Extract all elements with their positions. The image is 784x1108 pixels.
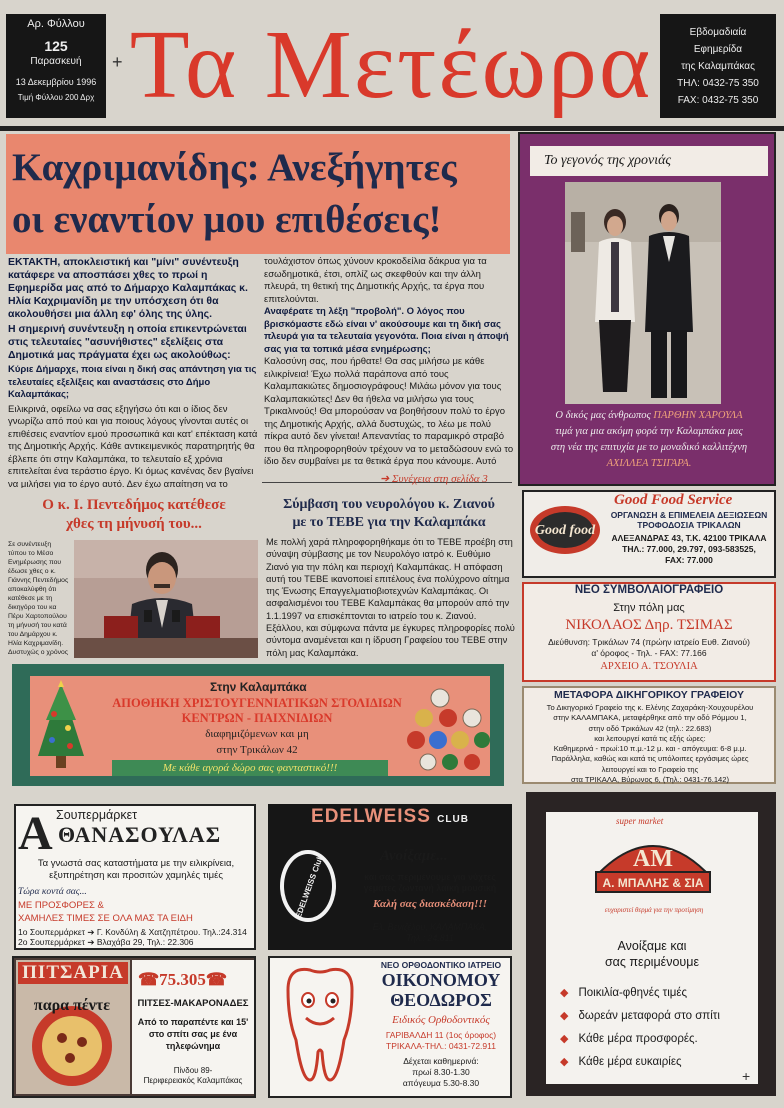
am-market-open-line2: σας περιμένουμε xyxy=(604,955,700,969)
list-item xyxy=(560,1051,756,1074)
am-market-open-line1: Ανοίξαμε και xyxy=(617,939,687,953)
lead-answer-2: Καλοσύνη σας, που ήρθατε! Θα σας μιλήσω με κάθε ειλικρίνεια! Έχω πολλά παράπονα από τους Καλαμπακιώτες δημοσιογράφους! Μιλάω μόνον για τους Καλαμπακιώτες! Δεν θα ήθελα να μιλήσω για τους Τρικαλινούς! Θα μπορούσαν να βοηθήσουν πολύ το έργο της Δημοτικής Αρχής, αλλά δυστυχώς, το λέω με πολύ πίκρα αυτό δεν γίνεται! Απεναντίας το παραμικρό στραβό που θα πληροφορηθούν τρέχουν να το μεταδώσουν ενώ το ίδιο δεν συμβαίνει με τα θετικά έργα που κάνουμε. Αυτό xyxy=(264,356,514,467)
lead-continued-link[interactable]: ➔ Συνέχεια στη σελίδα 3 xyxy=(380,473,488,485)
caption-line-2: τιμά για μια ακόμη φορά την Καλαμπάκα μας xyxy=(555,426,743,437)
law-office-line7: λειτουργεί και το Γραφείο της xyxy=(601,764,699,774)
lead-lede-2: Η σημερινή συνέντευξη η οποία επικεντρώνεται στις τελευταίες "ασυνήθιστες" εξελίξεις στα Δημοτικά μας πράγματα έχει ως ακολούθως: xyxy=(8,323,247,361)
good-food-logo xyxy=(528,504,602,556)
publication-fax: FAX: 0432-75 350 xyxy=(677,95,759,106)
am-market-open xyxy=(546,938,758,970)
law-office-heading: ΜΕΤΑΦΟΡΑ ΔΙΚΗΓΟΡΙΚΟΥ ΓΡΑΦΕΙΟΥ xyxy=(554,689,744,701)
pentedimos-headline[interactable] xyxy=(8,496,260,538)
pizzeria-delivery: Από το παραπέντε και 15' στο σπίτι σας με ένα τηλεφώνημα xyxy=(137,1017,249,1051)
am-market-logo xyxy=(590,826,716,896)
pentedimos-article-text: Σε συνέντευξη τύπου το Μέσο Ενημέρωσης που έδωσε χθες ο κ. Γιάννης Πεντεδήμος αποκαλύφθη ότι κατέθεσε με τη δικηγόρο του κα Πέρυ Χαρτοπούλου τη μήνυσή του κατά του Δημάρχου κ. Ηλία Καχριμανίδη. Δυστυχώς ο χρόνος xyxy=(8,541,69,656)
good-food-subtitle: ΟΡΓΑΝΩΣΗ & ΕΠΙΜΕΛΕΙΑ ΔΕΞΙΩΣΕΩΝ ΤΡΟΦΟΔΟΣΙΑ ΤΡΙΚΑΛΩΝ xyxy=(610,510,768,530)
thanasoulas-initial: Α xyxy=(18,807,53,860)
teve-headline-line1: Σύμβαση του νευρολόγου κ. Ζιανού xyxy=(283,497,495,512)
law-office-line3: στην οδό Τρικάλων 42 (τηλ.: 22.683) xyxy=(588,723,712,733)
list-item xyxy=(560,1005,756,1028)
orthodontist-hours-evening: απόγευμα 5.30-8.30 xyxy=(402,1078,480,1088)
lead-headline-box[interactable] xyxy=(6,134,510,254)
law-office-line6: Παράλληλα, καθώς και κατά τις υπόλοιπες εργάσιμες ώρες xyxy=(551,754,749,764)
lead-column-2 xyxy=(264,256,514,470)
am-market-super: super market xyxy=(616,816,664,826)
am-logo-letters: ΑΜ xyxy=(633,846,673,872)
orthodontist-firstname: ΘΕΟΔΩΡΟΣ xyxy=(390,990,492,1010)
notary-heading: ΝΕΟ ΣΥΜΒΟΛΑΙΟΓΡΑΦΕΙΟ xyxy=(574,584,724,596)
orthodontist-tel: ΤΡΙΚΑΛΑ-ΤΗΛ.: 0431-72.911 xyxy=(386,1041,496,1051)
publication-tel: ΤΗΛ: 0432-75 350 xyxy=(677,78,759,89)
orthodontist-hours-label: Δέχεται καθημερινά: xyxy=(403,1056,479,1066)
publication-frequency: Εβδομαδιαία xyxy=(689,27,747,38)
edelweiss-name: EDELWEISS xyxy=(311,806,431,827)
christmas-ad-address: στην Τρικάλων 42 xyxy=(216,744,298,756)
lead-lede: ΕΚΤΑΚΤΗ, αποκλειστική και "μίνι" συνέντευξη κατάφερε να αποσπάσει χθες το πρωί η Εφημερίδα μας από το Δήμαρχο Καλαμπάκας κ. Ηλία Καχριμανίδη με την υπόσχεση ότι θα ακολουθήσει μια άλλη εφ' όλης της ύλης. xyxy=(8,256,248,320)
christmas-ad-heading-line2: ΚΕΝΤΡΩΝ - ΠΑΙΧΝΙΔΙΩΝ xyxy=(181,711,333,725)
good-food-address xyxy=(604,533,774,566)
good-food-tel: ΤΗΛ.: 77.000, 29.797, 093-583525, xyxy=(622,544,756,554)
issue-day: Παρασκευή xyxy=(30,56,82,67)
caption-intro: Ο δικός μας άνθρωπος xyxy=(555,410,654,421)
law-office-line2: στην ΚΑΛΑΜΠΑΚΑ, μεταφέρθηκε από την οδό Ρόμμου 1, xyxy=(553,713,747,723)
lead-headline-line2: οι εναντίον μου επιθέσεις! xyxy=(12,198,442,241)
law-office-line4: και λειτουργεί κατά τις εξής ώρες: xyxy=(594,733,706,743)
am-feature: Κάθε μέρα προσφορές. xyxy=(578,1033,698,1045)
thanasoulas-name: ΘΑΝΑΣΟΥΛΑΣ xyxy=(58,822,222,847)
am-feature: Ποικιλία-φθηνές τιμές xyxy=(578,987,688,999)
thanasoulas-offers xyxy=(18,886,254,926)
am-market-tagline: ευχαριστεί θερμά για την προτίμηση xyxy=(604,906,704,914)
lead-col2-text-a: τουλάχιστον όπως χύνουν κροκοδείλια δάκρυα για τα εσωδημοτικά, έτσι, οπλίζ ως σκεφθούν και την άλλη πλευρά, τη θετική της Δημοτικής Αρχής, τα έργα που επιτελούνται. xyxy=(264,256,487,305)
orthodontist-address xyxy=(372,1030,510,1052)
pentedimos-headline-line1: Ο κ. Ι. Πεντεδήμος κατέθεσε xyxy=(42,497,226,513)
event-of-year-caption xyxy=(532,408,766,480)
thanasoulas-now: Τώρα κοντά σας... xyxy=(18,887,87,897)
am-market-features xyxy=(560,982,756,1074)
christmas-ad-city: Στην Καλαμπάκα xyxy=(210,680,307,694)
christmas-ad-line3: διαφημιζόμενων και μη xyxy=(205,728,309,740)
law-office-text xyxy=(528,703,772,785)
edelweiss-street: Ελ. Βενιζέλου, ΚΑΛΑΜΠΑΚΑ, xyxy=(372,922,488,932)
publication-type: Εφημερίδα xyxy=(693,44,743,55)
registration-mark-icon: + xyxy=(112,52,123,72)
registration-mark-icon: + xyxy=(742,1068,751,1084)
pizzeria-address xyxy=(134,1066,252,1086)
pizzeria-street: Πίνδου 89- xyxy=(173,1066,213,1075)
publication-info-box xyxy=(660,14,776,118)
edelweiss-welcome: Καλή σας διασκέδαση!!! xyxy=(373,898,487,910)
edelweiss-address xyxy=(350,922,510,944)
good-food-street: ΑΛΕΞΑΝΔΡΑΣ 43, Τ.Κ. 42100 ΤΡΙΚΑΛΑ xyxy=(611,533,767,543)
teve-article-text: Με πολλή χαρά πληροφορηθήκαμε ότι το ΤΕΒΕ προέβη στη σύναψη σύμβασης με τον Νευρολόγο ιατρό κ. Ευθύμιο Ζιανό για την πόλη και περιοχή Καλαμπάκας. Η απόφαση αυτή του ΤΕΒΕ ικανοποιεί επιτέλους ένα πολύχρονο αίτημα της Ένωσης Επαγγελματιοβιοτεχνών Καλαμπάκας. Οι ασφαλισμένοι του ΤΕΒΕ Καλαμπάκας θα μπορούν από την 1.1.1997 να επισκέπτονται το ιατρείο του κ. Ζιανού. Εξάλλου, και σύμφωνα πάντα με έγκυρες πληροφορίες πολύ σύντομα αναμένεται και η ίδρυση Γραφείου του ΤΕΒΕ στην πόλη μας Καλαμπάκα. xyxy=(266,537,515,658)
issue-date: 13 Δεκεμβρίου 1996 xyxy=(15,77,97,87)
teve-headline-line2: με το ΤΕΒΕ για την Καλαμπάκα xyxy=(292,515,486,530)
publication-place: της Καλαμπάκας xyxy=(681,61,755,72)
notary-address-line1: Διεύθυνση: Τρικάλων 74 (πρώην ιατρείο Ευθ. Ζιανού) xyxy=(548,637,750,647)
edelweiss-heading xyxy=(268,806,512,828)
caption-artist-name: ΑΧΙΛΛΕΑ ΤΣΙΓΑΡΑ. xyxy=(606,458,692,469)
thanasoulas-store-1: 1ο Σουπερμάρκετ ➔ Γ. Κονδύλη & Χατζηπέτρου. Τηλ.:24.314 xyxy=(18,927,247,937)
thanasoulas-store-2: 2ο Σουπερμάρκετ ➔ Βλαχάβα 29, Τηλ.: 22.306 xyxy=(18,937,194,947)
caption-line-3: στη νέα της επιτυχία με το μοναδικό καλλιτέχνη xyxy=(550,442,748,453)
am-feature: Κάθε μέρα ευκαιρίες xyxy=(578,1056,682,1068)
christmas-ad-gift-banner: Με κάθε αγορά δώρο σας φανταστικό!!! xyxy=(112,760,388,776)
lead-column-1 xyxy=(8,256,260,488)
diamond-bullet-icon: ◆ xyxy=(560,1033,569,1045)
thanasoulas-type: Σουπερμάρκετ xyxy=(56,808,138,822)
newspaper-title: Τα Μετέωρα xyxy=(129,11,653,119)
diamond-bullet-icon: ◆ xyxy=(560,1056,569,1068)
list-item xyxy=(560,1028,756,1051)
good-food-title: Good Food Service xyxy=(614,492,733,508)
thanasoulas-tagline: Τα γνωστά σας καταστήματα με την ειλικρίνεια, εξυπηρέτηση και προσιτών χαμηλές τιμές xyxy=(37,858,235,881)
orthodontist-surname: ΟΙΚΟΝΟΜΟΥ xyxy=(381,970,501,990)
pizzeria-title: ΠΙΤΣΑΡΙΑ xyxy=(18,962,128,984)
tooth-icon xyxy=(274,960,366,1094)
pizzeria-area: Περιφερειακός Καλαμπάκας xyxy=(143,1076,243,1085)
orthodontist-specialty: Ειδικός Ορθοδοντικός xyxy=(392,1014,490,1026)
thanasoulas-offer-line2: ΧΑΜΗΛΕΣ ΤΙΜΕΣ ΣΕ ΟΛΑ ΜΑΣ ΤΑ ΕΙΔΗ xyxy=(18,913,193,924)
orthodontist-street: ΓΑΡΙΒΑΛΔΗ 11 (1ος όροφος) xyxy=(385,1030,497,1040)
event-of-year-title: Το γεγονός της χρονιάς xyxy=(530,146,768,176)
issue-number: 125 xyxy=(44,38,68,54)
christmas-ad-heading xyxy=(92,696,422,726)
notary-city: Στην πόλη μας xyxy=(613,602,685,614)
am-feature: δωρεάν μεταφορά στο σπίτι xyxy=(578,1010,720,1022)
teve-headline[interactable] xyxy=(264,496,514,536)
edelweiss-logo-text: EDELWEISS Club xyxy=(293,853,326,920)
pizzeria-phone[interactable]: ☎75.305☎ xyxy=(138,970,228,989)
orthodontist-hours-morning: πρωί 8.30-1.30 xyxy=(412,1067,470,1077)
good-food-fax: FAX: 77.000 xyxy=(665,555,713,565)
am-logo-name: Α. ΜΠΑΛΗΣ & ΣΙΑ xyxy=(602,876,704,890)
law-office-line5: Καθημερινά - πρωί:10 π.μ.-12 μ. και - απόγευμα: 6-8 μ.μ. xyxy=(553,744,747,754)
christmas-tree-icon xyxy=(32,680,90,772)
couple-photo[interactable] xyxy=(565,182,721,404)
notary-address xyxy=(528,637,770,659)
edelweiss-logo xyxy=(276,846,340,926)
list-item xyxy=(560,982,756,1005)
edelweiss-tel: Τηλ.: 24.811 xyxy=(406,933,454,943)
thanasoulas-stores xyxy=(18,927,254,947)
ornaments-icon xyxy=(404,688,492,772)
pizza-icon xyxy=(24,992,120,1090)
christmas-ad-heading-line1: ΑΠΟΘΗΚΗ ΧΡΙΣΤΟΥΓΕΝΝΙΑΤΙΚΩΝ ΣΤΟΛΙΔΙΩΝ xyxy=(112,696,402,710)
law-office-line1: Το Δικηγορικό Γραφείο της κ. Ελένης Ζαχαράκη-Χουχουρέλου xyxy=(546,703,754,712)
caption-singer-name: ΠΑΡΘΗΝ ΧΑΡΟΥΛΑ xyxy=(653,410,743,421)
lead-answer-1: Ειλικρινά, οφείλω να σας εξηγήσω ότι και ο ίδιος δεν γνωρίζω από πού και για ποιους λόγους γίνονται αυτές οι επιθέσεις εναντίον εμού προσωπικά και κατ' επέκταση κατά της Δημοτικής Αρχής. Κάθε αντικειμενικός παρατηρητής θα έβλεπε ότι στην Καλαμπάκα, το τελευταίο εξ χρόνια επιτελείται ένα τεράστιο έργο. Κι όμως κανένας δεν βγαίνει να μιλήσει για το έργο αυτό. Δεν έχω απαίτηση να το xyxy=(8,403,258,488)
edelweiss-club: CLUB xyxy=(437,814,469,825)
edelweiss-text: και σας περιμένουμε για νύχτες γεμάτες ζωντανή λαϊκή μουσική xyxy=(363,872,497,893)
issue-label: Αρ. Φύλλου xyxy=(27,18,85,30)
press-conference-photo[interactable] xyxy=(74,540,258,658)
notary-address-line2: α' όροφος - Τηλ. - FAX: 77.166 xyxy=(591,648,707,658)
lead-headline-line1: Καχριμανίδης: Ανεξήγητες xyxy=(12,146,457,189)
diamond-bullet-icon: ◆ xyxy=(560,1010,569,1022)
good-food-logo-text: Good food xyxy=(534,523,596,538)
edelweiss-open: Ανοίξαμε... xyxy=(380,848,448,864)
notary-archive: ΑΡΧΕΙΟ Α. ΤΣΟΥΛΙΑ xyxy=(600,661,698,672)
pizzeria-pente: παρα πέντε xyxy=(33,997,111,1014)
diamond-bullet-icon: ◆ xyxy=(560,987,569,999)
orthodontist-heading: ΝΕΟ ΟΡΘΟΔΟΝΤΙΚΟ ΙΑΤΡΕΙΟ xyxy=(380,960,502,970)
pentedimos-headline-line2: χθες τη μήνυσή του... xyxy=(66,516,202,532)
notary-name: ΝΙΚΟΛΑΟΣ Δηρ. ΤΣΙΜΑΣ xyxy=(565,617,733,633)
lead-question-2: Αναφέρατε τη λέξη "προβολή". Ο λόγος που βρισκόμαστε εδώ είναι ν' ακούσουμε και τη δική σας πλευρά για τα τελευταία γεγονότα. Ποια είναι η άποψή σας για τα τοπικά μέσα ενημέρωσης; xyxy=(264,306,509,355)
masthead-divider xyxy=(0,126,784,131)
thanasoulas-offer-line1: ΜΕ ΠΡΟΣΦΟΡΕΣ & xyxy=(18,900,104,911)
law-office-line8: στα ΤΡΙΚΑΛΑ, Βύρωνος 6, (Τηλ.: 0431-76.142) xyxy=(570,775,730,785)
pizzeria-menu: ΠΙΤΣΕΣ-ΜΑΚΑΡΟΝΑΔΕΣ xyxy=(137,998,249,1009)
orthodontist-hours xyxy=(372,1056,510,1089)
issue-price: Τιμή Φύλλου 200 Δρχ xyxy=(17,93,95,102)
lead-question-1: Κύριε Δήμαρχε, ποια είναι η δική σας απάντηση για τις τελευταίες εξελίξεις και αναστάσεις στο Δήμο Καλαμπάκας; xyxy=(8,364,257,400)
issue-info-box xyxy=(6,14,106,118)
